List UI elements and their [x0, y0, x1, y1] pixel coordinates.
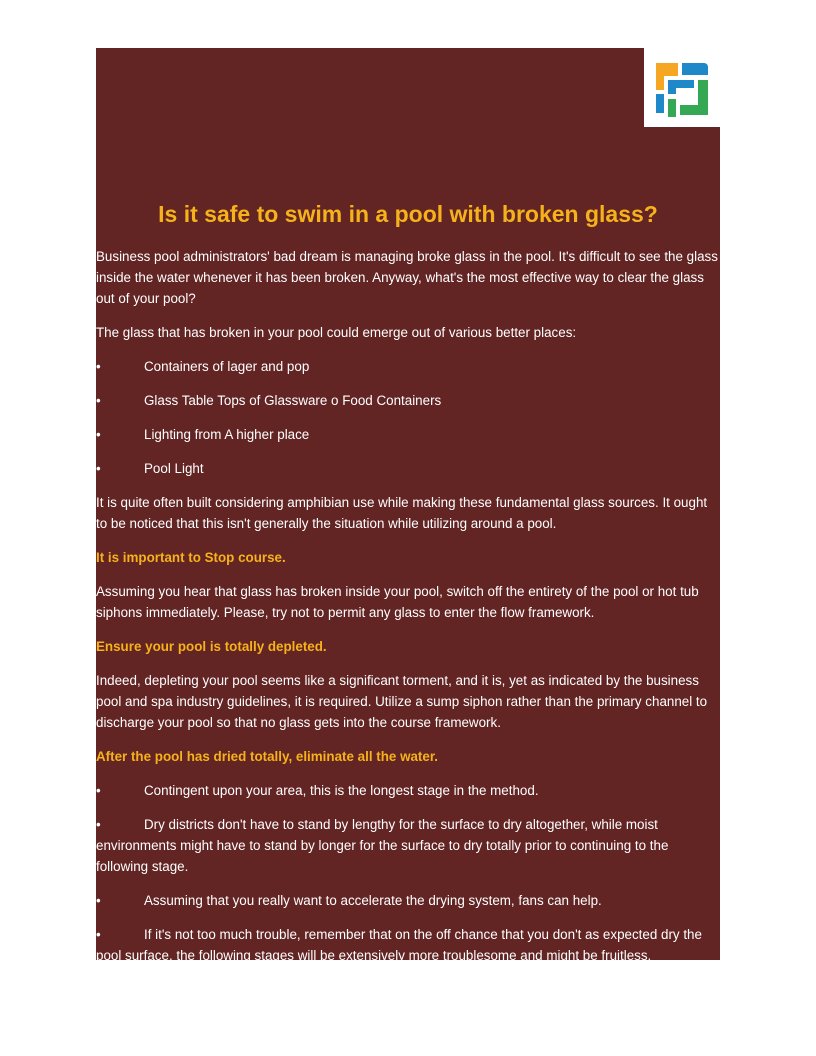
brand-logo-icon: [654, 61, 710, 119]
bullet-icon: •: [96, 893, 101, 908]
body-paragraph: Business pool administrators' bad dream is managing broke glass in the pool. It's difficult to see the glass inside the water whenever it has been broken. Anyway, what's the most effective way to clear the glass out of your pool?: [96, 249, 718, 306]
bullet-item: [96, 424, 720, 445]
logo: [644, 48, 722, 127]
bullet-text: Containers of lager and pop: [144, 359, 310, 374]
bullet-icon: •: [96, 783, 101, 798]
bullet-text: Glass Table Tops of Glassware o Food Containers: [144, 393, 442, 408]
bullet-item: [96, 390, 720, 411]
body-paragraph: Indeed, depleting your pool seems like a significant torment, and it is, yet as indicated by the business pool and spa industry guidelines, it is required. Utilize a sump siphon rather than the primary channel to discharge your pool so that no glass gets into the course framework.: [96, 673, 708, 730]
section-heading: It is important to Stop course.: [96, 550, 286, 565]
bullet-icon: •: [96, 427, 101, 442]
bullet-text: Pool Light: [144, 461, 204, 476]
bullet-text: Lighting from A higher place: [144, 427, 310, 442]
bullet-text: If it's not too much trouble, remember that on the off chance that you don't as expected dry the pool surface, the following stages will be extensively more troublesome and might be fruitless.: [96, 927, 702, 963]
bullet-icon: •: [96, 461, 101, 476]
bullet-text: Contingent upon your area, this is the longest stage in the method.: [144, 783, 539, 798]
bullet-icon: •: [96, 927, 101, 942]
page-title: Is it safe to swim in a pool with broken glass?: [158, 201, 658, 227]
bullet-text: Dry districts don't have to stand by lengthy for the surface to dry altogether, while moist environments might have to stand by longer for the surface to dry totally prior to continuing to the following stage.: [96, 817, 669, 874]
bullet-text: Assuming that you really want to accelerate the drying system, fans can help.: [144, 893, 602, 908]
bullet-item: [96, 780, 720, 801]
bullet-item: [96, 924, 720, 966]
section-heading: Ensure your pool is totally depleted.: [96, 639, 327, 654]
section-heading: After the pool has dried totally, eliminate all the water.: [96, 749, 439, 764]
bullet-item: [96, 356, 720, 377]
bullet-icon: •: [96, 359, 101, 374]
bullet-icon: •: [96, 817, 101, 832]
bullet-icon: •: [96, 393, 101, 408]
bullet-item: [96, 814, 720, 877]
bullet-item: [96, 458, 720, 479]
body-paragraph: It is quite often built considering amphibian use while making these fundamental glass sources. It ought to be noticed that this isn't generally the situation while utilizing around a pool.: [96, 495, 708, 531]
body-paragraph: Assuming you hear that glass has broken inside your pool, switch off the entirety of the pool or hot tub siphons immediately. Please, try not to permit any glass to enter the flow framework.: [96, 584, 699, 620]
body-paragraph: The glass that has broken in your pool could emerge out of various better places:: [96, 325, 577, 340]
article-body: [96, 246, 720, 979]
bullet-item: [96, 890, 720, 911]
